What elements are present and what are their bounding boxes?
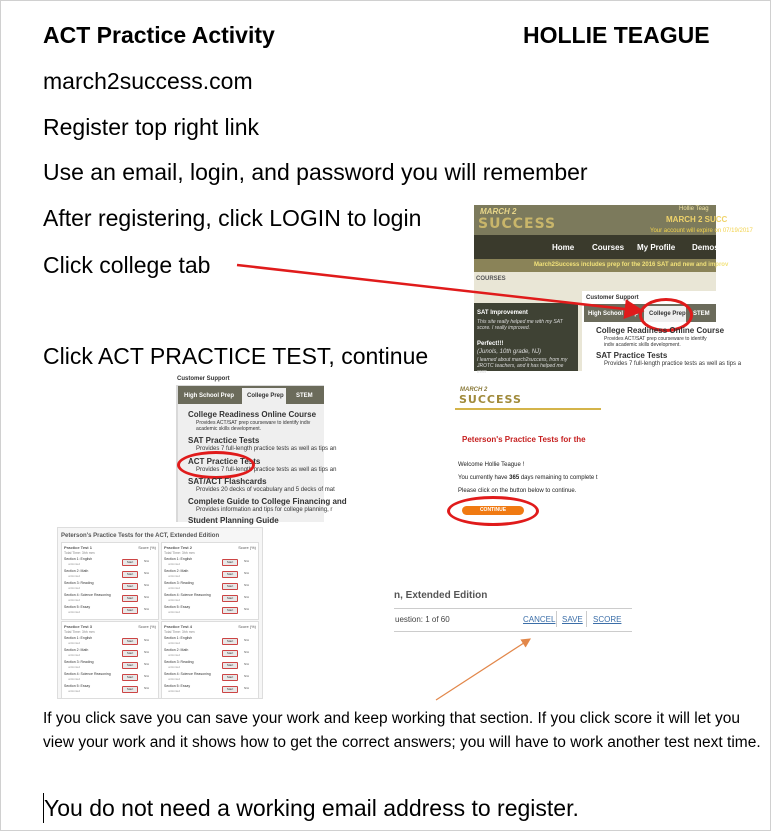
start-button[interactable]: Start bbox=[122, 559, 138, 566]
courses-heading: COURSES bbox=[476, 276, 506, 282]
nav-home[interactable]: Home bbox=[552, 243, 575, 252]
section-name: Section 4: Science Reasoning bbox=[64, 672, 111, 676]
section-score: N/A bbox=[244, 559, 250, 563]
item-title[interactable]: College Readiness Online Course bbox=[188, 410, 317, 419]
section-score: N/A bbox=[144, 595, 150, 599]
section-name: Section 5: Essay bbox=[164, 684, 191, 688]
section-name: Section 1: English bbox=[164, 636, 193, 640]
section-name: Section 2: Math bbox=[64, 569, 89, 573]
section-name: Section 4: Science Reasoning bbox=[164, 593, 211, 597]
score-header: Score (%) bbox=[138, 624, 156, 629]
readiness-text: Provides ACT/SAT prep courseware to identify indiv academic skills development. bbox=[604, 336, 707, 348]
item-title-act[interactable]: ACT Practice Tests bbox=[188, 457, 261, 466]
item-text: Provides 20 decks of vocabulary and 5 decks of mat bbox=[196, 487, 335, 493]
save-score-note: If you click save you can save your work and keep working that section. If you click score it will let you view your work and it shows how to get the correct answers; you will have to work another test next time. bbox=[43, 710, 761, 751]
start-button[interactable]: Start bbox=[222, 607, 238, 614]
total-time: Total Time: 3hh mm bbox=[164, 551, 195, 555]
tab-high-school-prep[interactable]: High School Prep bbox=[184, 393, 235, 399]
author-name: HOLLIE TEAGUE bbox=[523, 22, 710, 48]
nav-demos[interactable]: Demos bbox=[692, 243, 719, 252]
section-score: N/A bbox=[244, 571, 250, 575]
score-header: Score (%) bbox=[238, 624, 256, 629]
section-score: N/A bbox=[244, 583, 250, 587]
section-name: Section 2: Math bbox=[64, 648, 89, 652]
section-name: Section 2: Math bbox=[164, 569, 189, 573]
welcome-name: Welcome Hollie Teague ! bbox=[458, 462, 525, 468]
step-register: Register top right link bbox=[43, 114, 260, 140]
time-limit: unlimited bbox=[168, 610, 181, 614]
score-link[interactable]: SCORE bbox=[593, 615, 622, 624]
start-button[interactable]: Start bbox=[222, 559, 238, 566]
item-title[interactable]: Complete Guide to College Financing and bbox=[188, 497, 347, 506]
start-button[interactable]: Start bbox=[222, 674, 238, 681]
sat-text: Provides 7 full-length practice tests as well as tips a bbox=[604, 361, 742, 367]
start-button[interactable]: Start bbox=[122, 650, 138, 657]
start-button[interactable]: Start bbox=[222, 595, 238, 602]
test-name: Practice Test 3 bbox=[64, 624, 92, 629]
section-name: Section 1: English bbox=[64, 557, 93, 561]
days-remaining: You currently have 365 days remaining to complete t bbox=[458, 475, 598, 481]
logo-bottom: SUCCESS bbox=[459, 393, 522, 406]
step-act-practice: Click ACT PRACTICE TEST, continue bbox=[43, 343, 429, 369]
start-button[interactable]: Start bbox=[122, 674, 138, 681]
section-score: N/A bbox=[144, 662, 150, 666]
header-user: Hollie Teag bbox=[679, 206, 709, 212]
section-score: N/A bbox=[144, 674, 150, 678]
section-name: Section 5: Essay bbox=[64, 605, 91, 609]
tab-stem[interactable]: STEM bbox=[296, 393, 313, 399]
section-name: Section 4: Science Reasoning bbox=[164, 672, 211, 676]
time-limit: unlimited bbox=[168, 586, 181, 590]
time-limit: unlimited bbox=[68, 562, 81, 566]
section-name: Section 3: Reading bbox=[164, 660, 194, 664]
support-heading: Customer Support bbox=[586, 295, 639, 301]
start-button[interactable]: Start bbox=[122, 686, 138, 693]
tab-college-prep[interactable]: College Prep bbox=[649, 311, 686, 317]
header-brand: MARCH 2 SUCC bbox=[666, 215, 728, 224]
section-score: N/A bbox=[244, 638, 250, 642]
score-header: Score (%) bbox=[138, 545, 156, 550]
time-limit: unlimited bbox=[68, 598, 81, 602]
section-score: N/A bbox=[244, 686, 250, 690]
section-name: Section 5: Essay bbox=[64, 684, 91, 688]
edition-title: n, Extended Edition bbox=[394, 590, 488, 601]
save-link[interactable]: SAVE bbox=[562, 615, 583, 624]
section-score: N/A bbox=[144, 638, 150, 642]
readiness-title: College Readiness Online Course bbox=[596, 326, 725, 335]
time-limit: unlimited bbox=[68, 641, 81, 645]
section-name: Section 2: Math bbox=[164, 648, 189, 652]
item-title[interactable]: Student Planning Guide bbox=[188, 516, 279, 525]
time-limit: unlimited bbox=[68, 689, 81, 693]
time-limit: unlimited bbox=[68, 653, 81, 657]
time-limit: unlimited bbox=[168, 598, 181, 602]
start-button[interactable]: Start bbox=[122, 607, 138, 614]
test-list-title: Peterson's Practice Tests for the ACT, Extended Edition bbox=[61, 533, 220, 539]
account-expire: Your account will expire on 07/19/2017 bbox=[650, 228, 753, 234]
section-score: N/A bbox=[144, 607, 150, 611]
total-time: Total Time: 3hh mm bbox=[64, 551, 95, 555]
start-button[interactable]: Start bbox=[222, 686, 238, 693]
item-text: Provides 7 full-length practice tests as well as tips an bbox=[196, 446, 337, 452]
testimonial-text: This site really helped me with my SAT score. I really improved. bbox=[477, 319, 563, 331]
section-score: N/A bbox=[244, 595, 250, 599]
perfect-meta: (Junols, 10th grade, NJ) bbox=[477, 349, 542, 355]
question-counter: uestion: 1 of 60 bbox=[395, 615, 450, 624]
time-limit: unlimited bbox=[68, 677, 81, 681]
perfect-text: I learned about march2success, from my JROTC teachers, and it has helped me ever bbox=[477, 357, 568, 375]
footer-note: You do not need a working email address to register. bbox=[44, 795, 579, 821]
test-name: Practice Test 1 bbox=[64, 545, 92, 550]
start-button[interactable]: Start bbox=[222, 583, 238, 590]
site-logo-bottom: SUCCESS bbox=[478, 216, 557, 232]
start-button[interactable]: Start bbox=[222, 650, 238, 657]
continue-instructions: Please click on the button below to continue. bbox=[458, 488, 577, 494]
item-text: Provides ACT/SAT prep courseware to identify indiv academic skills development. bbox=[196, 420, 311, 432]
step-website: march2success.com bbox=[43, 68, 253, 94]
tab-high-school-prep[interactable]: High School Prep bbox=[588, 311, 639, 317]
welcome-heading: Peterson's Practice Tests for the bbox=[462, 435, 586, 444]
start-button[interactable]: Start bbox=[122, 662, 138, 669]
section-name: Section 1: English bbox=[164, 557, 193, 561]
section-score: N/A bbox=[244, 662, 250, 666]
section-name: Section 4: Science Reasoning bbox=[64, 593, 111, 597]
time-limit: unlimited bbox=[168, 562, 181, 566]
section-score: N/A bbox=[144, 583, 150, 587]
section-score: N/A bbox=[244, 650, 250, 654]
time-limit: unlimited bbox=[168, 665, 181, 669]
step-login: After registering, click LOGIN to login bbox=[43, 205, 422, 231]
tab-college-prep[interactable]: College Prep bbox=[247, 393, 284, 399]
time-limit: unlimited bbox=[68, 574, 81, 578]
step-credentials: Use an email, login, and password you will remember bbox=[43, 159, 588, 185]
time-limit: unlimited bbox=[168, 689, 181, 693]
section-name: Section 1: English bbox=[64, 636, 93, 640]
section-score: N/A bbox=[144, 559, 150, 563]
arrow-to-college-tab bbox=[237, 265, 642, 311]
total-time: Total Time: 3hh mm bbox=[64, 630, 95, 634]
item-text: Provides information and tips for college planning, r bbox=[196, 507, 333, 513]
item-title[interactable]: SAT/ACT Flashcards bbox=[188, 477, 267, 486]
section-score: N/A bbox=[144, 686, 150, 690]
start-button[interactable]: Start bbox=[222, 571, 238, 578]
time-limit: unlimited bbox=[168, 641, 181, 645]
start-button[interactable]: Start bbox=[222, 638, 238, 645]
start-button[interactable]: Start bbox=[222, 662, 238, 669]
sat-title: SAT Practice Tests bbox=[596, 351, 668, 360]
time-limit: unlimited bbox=[168, 653, 181, 657]
time-limit: unlimited bbox=[168, 574, 181, 578]
item-text: Provides 7 full-length practice tests as well as tips an bbox=[196, 467, 337, 473]
test-name: Practice Test 2 bbox=[164, 545, 192, 550]
testimonial-title: SAT Improvement bbox=[477, 310, 528, 316]
start-button[interactable]: Start bbox=[122, 583, 138, 590]
announcement-text: March2Success includes prep for the 2016 SAT and new and improv bbox=[534, 262, 729, 268]
section-name: Section 3: Reading bbox=[64, 660, 94, 664]
section-name: Section 5: Essay bbox=[164, 605, 191, 609]
item-title[interactable]: SAT Practice Tests bbox=[188, 436, 260, 445]
total-time: Total Time: 3hh mm bbox=[164, 630, 195, 634]
time-limit: unlimited bbox=[168, 677, 181, 681]
step-college-tab: Click college tab bbox=[43, 252, 211, 278]
time-limit: unlimited bbox=[68, 610, 81, 614]
start-button[interactable]: Start bbox=[122, 571, 138, 578]
section-score: N/A bbox=[144, 650, 150, 654]
section-name: Section 3: Reading bbox=[164, 581, 194, 585]
nav-courses[interactable]: Courses bbox=[592, 243, 625, 252]
site-logo-top: MARCH 2 bbox=[480, 207, 517, 216]
time-limit: unlimited bbox=[68, 665, 81, 669]
start-button[interactable]: Start bbox=[122, 638, 138, 645]
tab-stem[interactable]: STEM bbox=[693, 311, 710, 317]
test-name: Practice Test 4 bbox=[164, 624, 192, 629]
start-button[interactable]: Start bbox=[122, 595, 138, 602]
arrow-to-save-score bbox=[436, 639, 530, 700]
nav-my-profile[interactable]: My Profile bbox=[637, 243, 676, 252]
section-score: N/A bbox=[244, 607, 250, 611]
section-name: Section 3: Reading bbox=[64, 581, 94, 585]
logo-top: MARCH 2 bbox=[460, 387, 488, 393]
section-score: N/A bbox=[244, 674, 250, 678]
cancel-link[interactable]: CANCEL bbox=[523, 615, 556, 624]
document-title: ACT Practice Activity bbox=[43, 22, 275, 48]
support-heading: Customer Support bbox=[177, 376, 230, 382]
continue-button[interactable]: CONTINUE bbox=[462, 506, 524, 515]
time-limit: unlimited bbox=[68, 586, 81, 590]
score-header: Score (%) bbox=[238, 545, 256, 550]
perfect-title: Perfect!!! bbox=[477, 341, 504, 347]
section-score: N/A bbox=[144, 571, 150, 575]
